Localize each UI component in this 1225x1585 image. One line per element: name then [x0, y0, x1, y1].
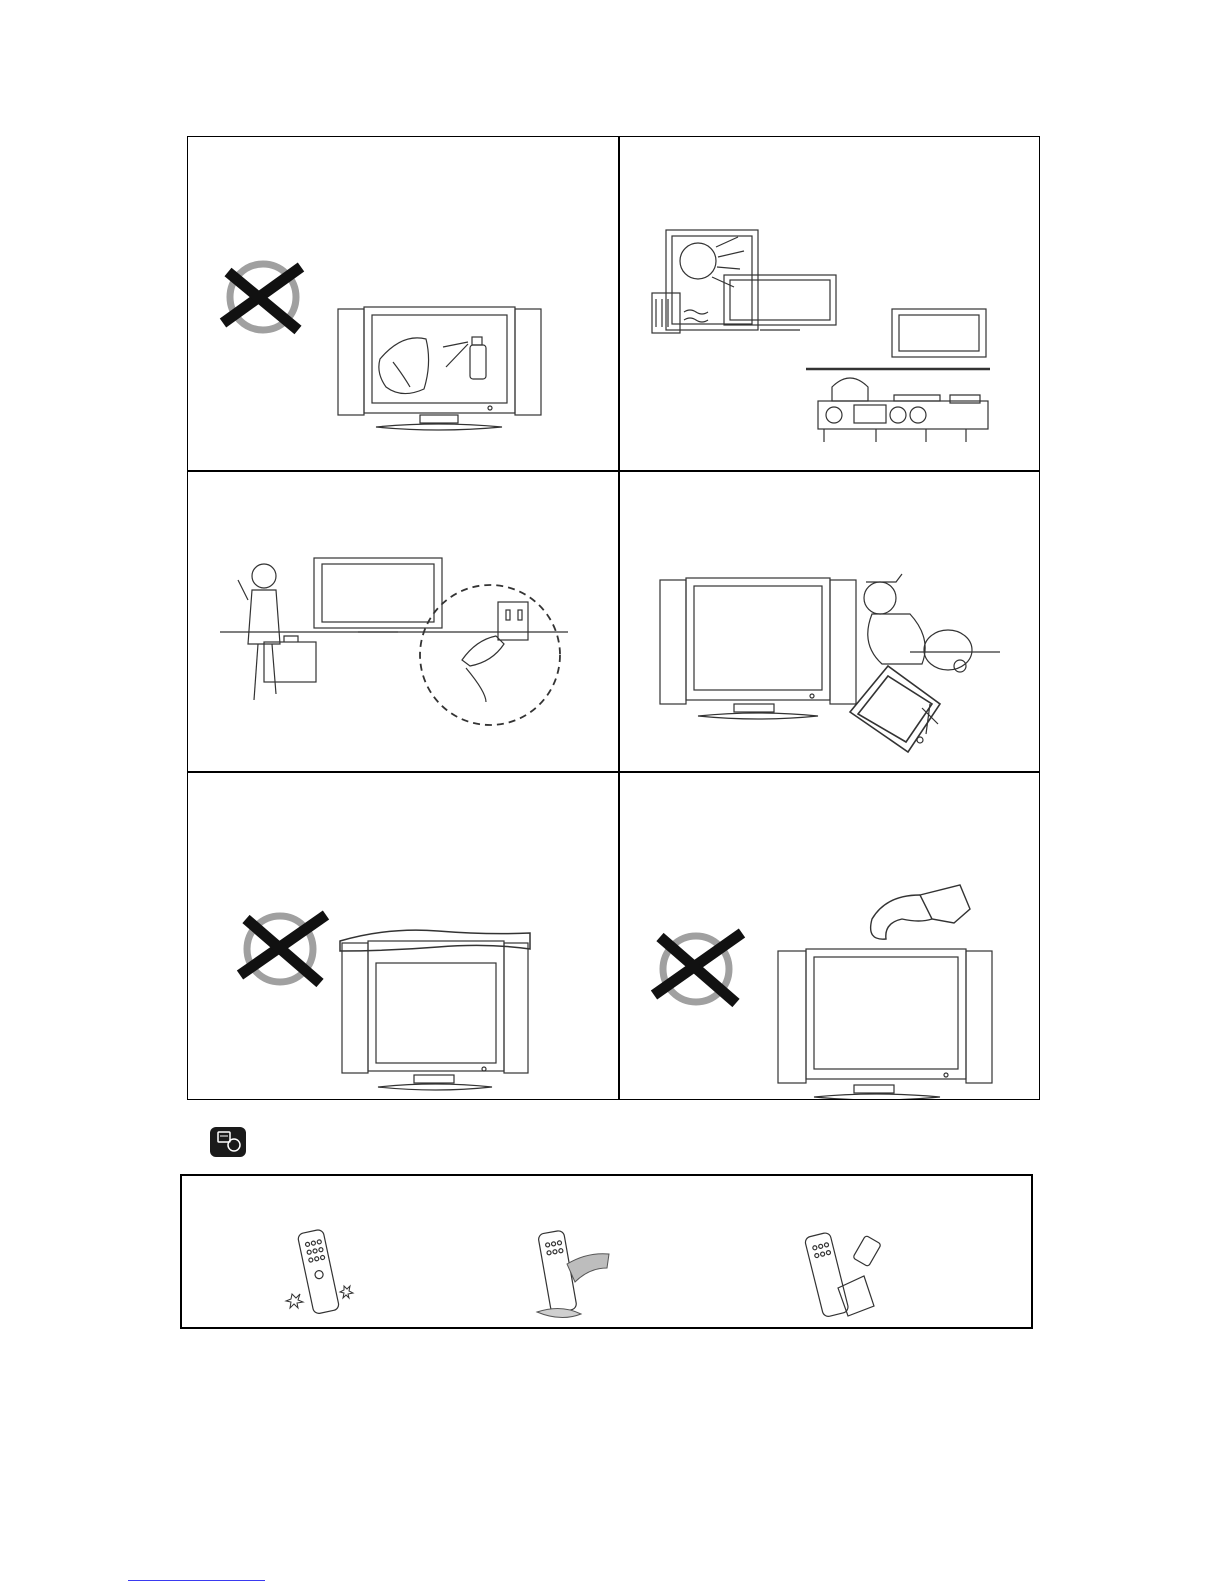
remote-drop-icon — [282, 1224, 362, 1324]
tv-icon — [314, 558, 442, 632]
cell-do-not-cover — [188, 773, 618, 1099]
cell-no-spray-cleaner — [188, 137, 618, 470]
tv-icon — [778, 949, 992, 1099]
remote-chemical-icon — [802, 1224, 892, 1324]
heater-icon — [652, 293, 708, 333]
cell-qualified-service — [620, 472, 1041, 771]
safety-illustration-grid — [187, 136, 1040, 1100]
remote-wet-icon — [527, 1224, 617, 1324]
prohibit-sign-icon — [654, 933, 742, 1003]
tv-small-icon — [724, 275, 836, 330]
cell-unplug-when-away — [188, 472, 618, 771]
footer-link-underline — [128, 1580, 265, 1581]
tv-covered-icon — [340, 930, 530, 1090]
cell-no-liquids — [620, 773, 1041, 1099]
prohibit-sign-icon — [240, 915, 326, 983]
remote-care-box — [180, 1174, 1033, 1329]
hand-pouring-cup-icon — [871, 885, 970, 939]
tv-back-panel-icon — [850, 666, 940, 752]
tv-kitchen-icon — [892, 309, 986, 357]
unplug-detail-icon — [420, 585, 560, 725]
spray-can-icon — [443, 337, 486, 379]
cell-avoid-heat — [620, 137, 1041, 470]
cloth-icon — [379, 338, 429, 394]
technician-icon — [864, 574, 925, 664]
tv-icon — [338, 307, 541, 430]
prohibit-sign-icon — [223, 264, 301, 330]
remote-tip-icon — [210, 1127, 246, 1157]
vacuum-icon — [924, 630, 972, 672]
stove-icon — [806, 369, 990, 442]
tv-icon — [660, 578, 856, 719]
